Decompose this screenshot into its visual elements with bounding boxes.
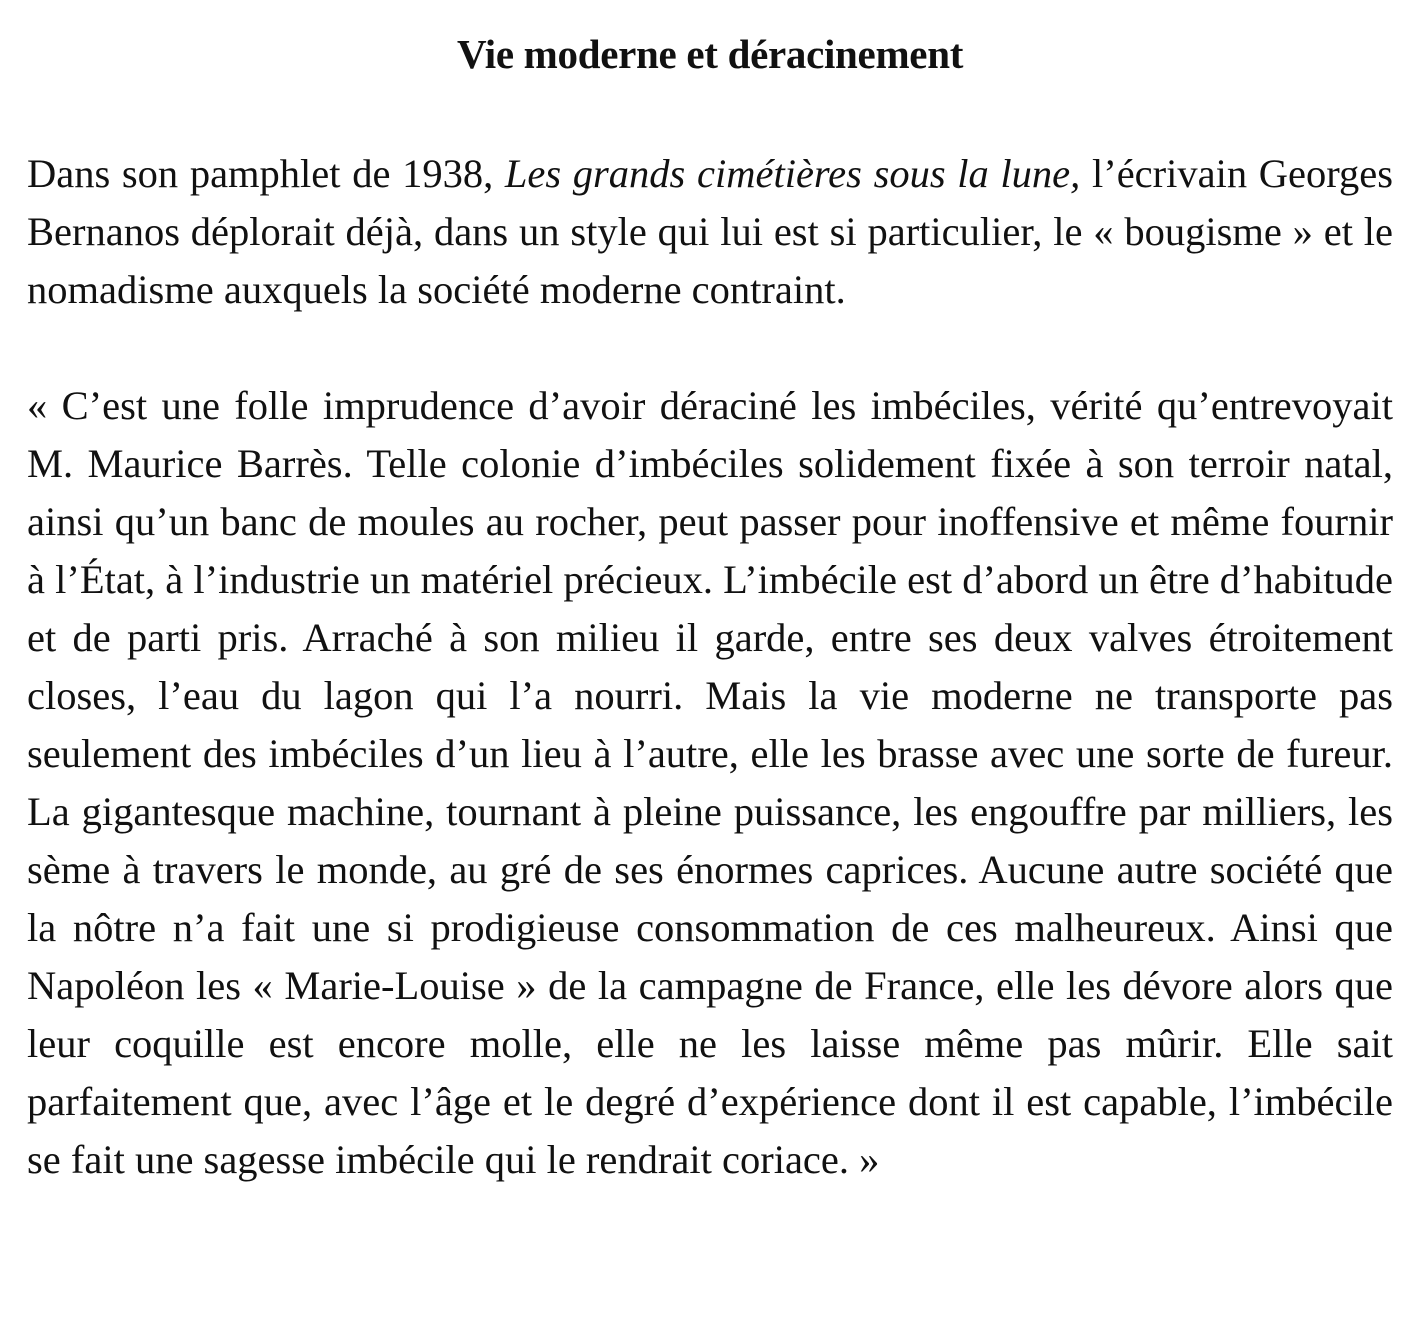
intro-text-before: Dans son pamphlet de 1938, xyxy=(27,151,505,196)
intro-paragraph xyxy=(27,145,1393,319)
quote-paragraph: « C’est une folle imprudence d’avoir déraciné les imbéciles, vérité qu’entrevoyait M. Maurice Barrès. Telle colonie d’imbéciles solidement fixée à son terroir natal, ainsi qu’un banc de moules au rocher, peut passer pour inoffensive et même fournir à l’État, à l’industrie un matériel précieux. L’imbécile est d’abord un être d’habitude et de parti pris. Arraché à son milieu il garde, entre ses deux valves étroitement closes, l’eau du lagon qui l’a nourri. Mais la vie moderne ne transporte pas seulement des imbéciles d’un lieu à l’autre, elle les brasse avec une sorte de fureur. La gigantesque machine, tournant à pleine puissance, les engouffre par milliers, les sème à travers le monde, au gré de ses énormes caprices. Aucune autre société que la nôtre n’a fait une si prodigieuse consommation de ces malheureux. Ainsi que Napoléon les « Marie-Louise » de la campagne de France, elle les dévore alors que leur coquille est encore molle, elle ne les laisse même pas mûrir. Elle sait parfaitement que, avec l’âge et le degré d’expérience dont il est capable, l’imbécile se fait une sagesse imbécile qui le rendrait coriace. » xyxy=(27,383,1393,1182)
intro-text-after: l’écrivain Georges Bernanos déplorait déjà, dans un style qui lui est si particulier, le « bougisme » et le nomadisme auxquels la société moderne contraint. xyxy=(27,151,1393,312)
book-title: Les grands cimétières sous la lune, xyxy=(504,151,1081,196)
page-title: Vie moderne et déracinement xyxy=(456,31,964,77)
document-page xyxy=(27,0,1393,1189)
